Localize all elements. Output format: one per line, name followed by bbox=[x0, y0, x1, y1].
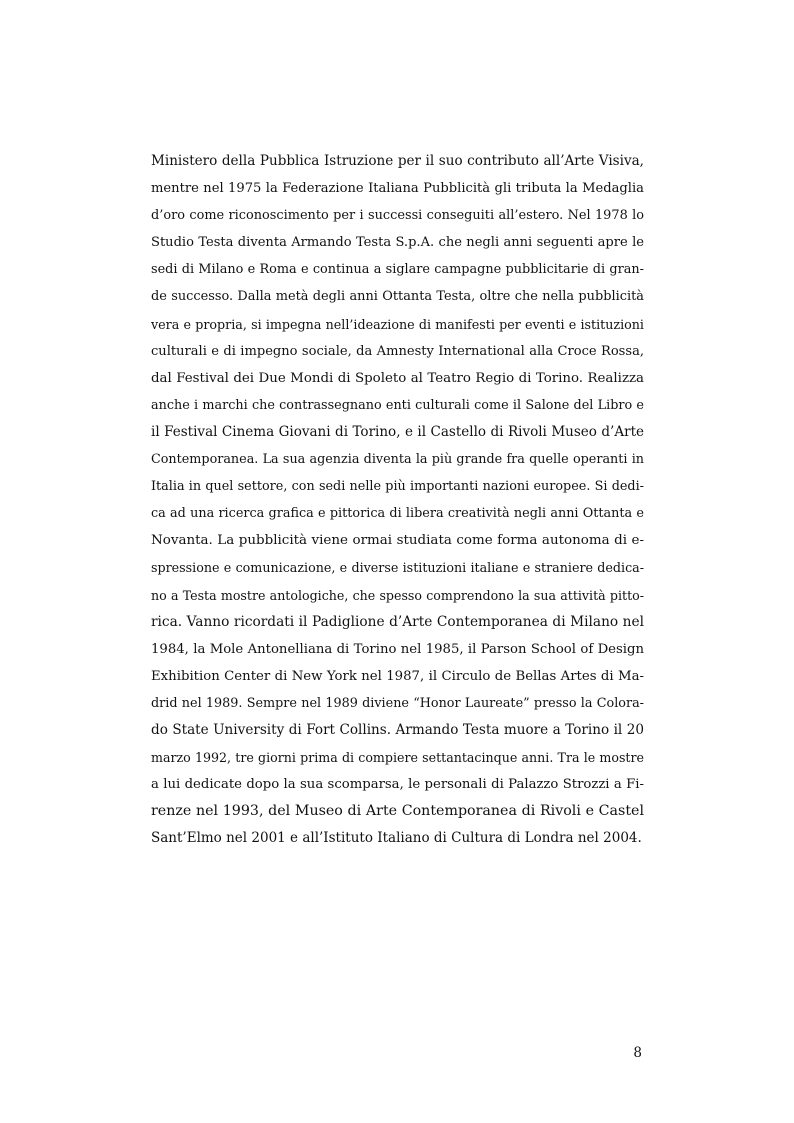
text-line: 1984, la Mole Antonelliana di Torino nel 1985, il Parson School of Design bbox=[151, 641, 644, 657]
text-line: Sant’Elmo nel 2001 e all’Istituto Italiano di Cultura di Londra nel 2004. bbox=[151, 830, 642, 847]
text-line: il Festival Cinema Giovani di Torino, e il Castello di Rivoli Museo d’Arte bbox=[151, 423, 644, 440]
text-line: a lui dedicate dopo la sua scomparsa, le personali di Palazzo Strozzi a Fi- bbox=[151, 777, 644, 793]
text-line: Italia in quel settore, con sedi nelle più importanti nazioni europee. Si dedi- bbox=[151, 479, 644, 495]
page-number: 8 bbox=[633, 1045, 642, 1061]
text-line: no a Testa mostre antologiche, che spesso comprendono la sua attività pitto- bbox=[151, 587, 644, 603]
text-line: Ministero della Pubblica Istruzione per il suo contributo all’Arte Visiva, bbox=[151, 153, 644, 169]
text-line: mentre nel 1975 la Federazione Italiana Pubblicità gli tributa la Medaglia bbox=[151, 181, 644, 197]
text-line: sedi di Milano e Roma e continua a siglare campagne pubblicitarie di gran- bbox=[151, 262, 644, 278]
text-line: Contemporanea. La sua agenzia diventa la più grande fra quelle operanti in bbox=[151, 452, 644, 468]
text-line: spressione e comunicazione, e diverse istituzioni italiane e straniere dedica- bbox=[151, 560, 644, 576]
text-line: drid nel 1989. Sempre nel 1989 diviene “Honor Laureate” presso la Colora- bbox=[151, 695, 644, 711]
text-line: vera e propria, si impegna nell’ideazione di manifesti per eventi e istituzioni bbox=[151, 316, 644, 332]
text-line: ca ad una ricerca grafica e pittorica di libera creatività negli anni Ottanta e bbox=[151, 506, 644, 522]
text-line: d’oro come riconoscimento per i successi conseguiti all’estero. Nel 1978 lo bbox=[151, 208, 644, 224]
text-line: Studio Testa diventa Armando Testa S.p.A. che negli anni seguenti apre le bbox=[151, 235, 644, 251]
text-line: do State University di Fort Collins. Armando Testa muore a Torino il 20 bbox=[151, 721, 644, 738]
text-line: de successo. Dalla metà degli anni Ottanta Testa, oltre che nella pubblicità bbox=[151, 289, 644, 305]
text-line: marzo 1992, tre giorni prima di compiere settantacinque anni. Tra le mostre bbox=[151, 750, 644, 766]
text-line: culturali e di impegno sociale, da Amnesty International alla Croce Rossa, bbox=[151, 343, 644, 359]
text-line: anche i marchi che contrassegnano enti culturali come il Salone del Libro e bbox=[151, 397, 644, 413]
text-line: dal Festival dei Due Mondi di Spoleto al Teatro Regio di Torino. Realizza bbox=[151, 370, 644, 386]
body-paragraph bbox=[151, 148, 644, 852]
text-line: rica. Vanno ricordati il Padiglione d’Arte Contemporanea di Milano nel bbox=[151, 613, 644, 630]
text-line: Novanta. La pubblicità viene ormai studiata come forma autonoma di e- bbox=[151, 533, 644, 549]
text-line: Exhibition Center di New York nel 1987, il Circulo de Bellas Artes di Ma- bbox=[151, 668, 644, 684]
text-line: renze nel 1993, del Museo di Arte Contemporanea di Rivoli e Castel bbox=[151, 803, 644, 820]
